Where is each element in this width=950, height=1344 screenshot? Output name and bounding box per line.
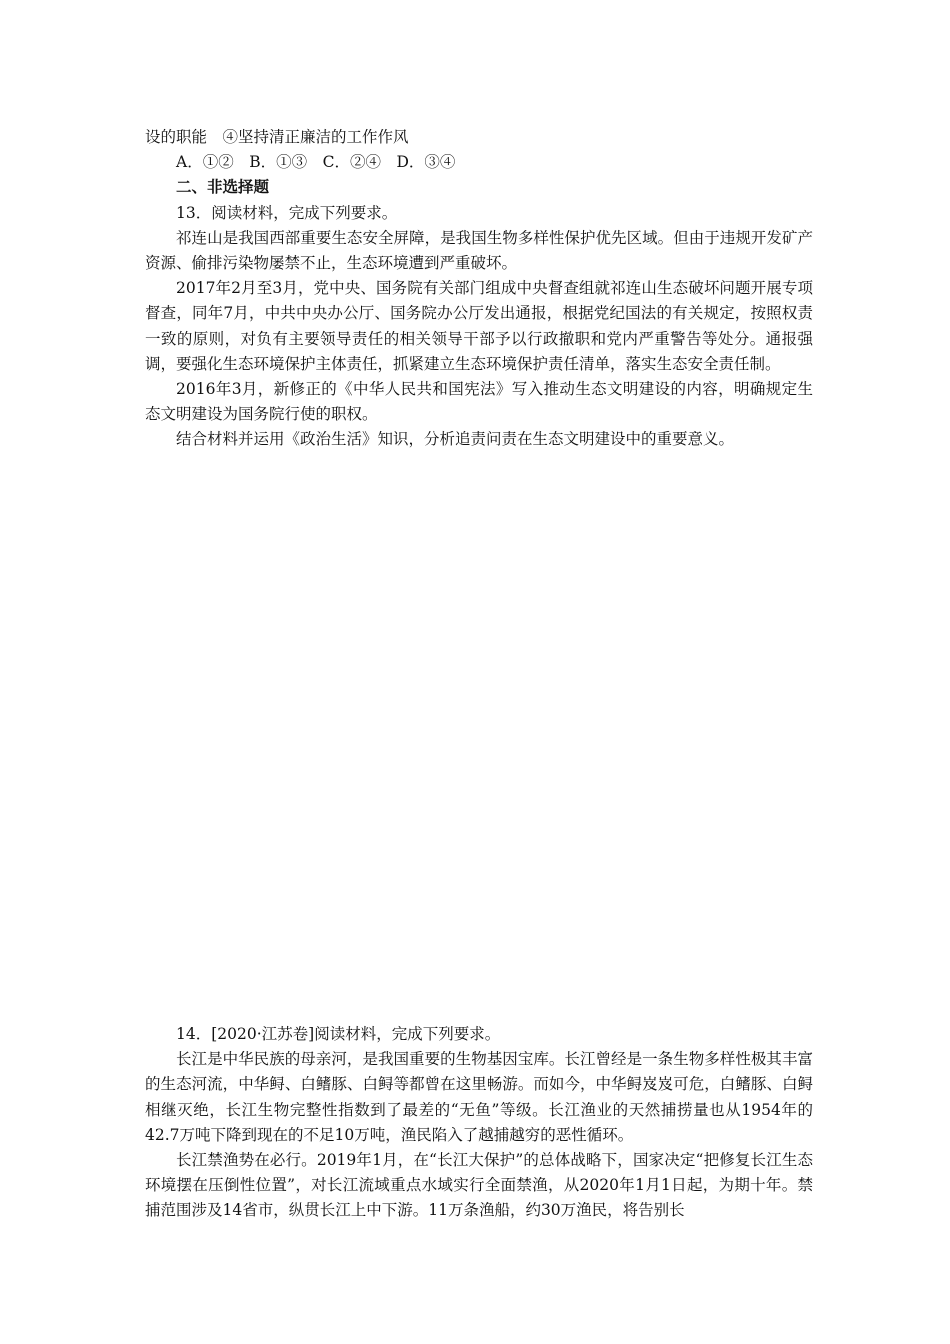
- q13-material-para-1: 祁连山是我国西部重要生态安全屏障，是我国生物多样性保护优先区域。但由于违规开发矿产资源、偷排污染物屡禁不止，生态环境遭到严重破坏。: [145, 228, 813, 273]
- previous-question-continuation: 设的职能 ④坚持清正廉洁的工作作风: [145, 128, 409, 146]
- question-13-section: [145, 125, 813, 453]
- question-14-section: [145, 1022, 813, 1224]
- q13-question: 结合材料并运用《政治生活》知识，分析追责问责在生态文明建设中的重要意义。: [176, 430, 735, 449]
- section-heading: 二、非选择题: [176, 178, 270, 197]
- answer-options: A．①② B．①③ C．②④ D．③④: [176, 153, 456, 172]
- q14-material-para-1: 长江是中华民族的母亲河，是我国重要的生物基因宝库。长江曾经是一条生物多样性极其丰富的生态河流，中华鲟、白鳍豚、白鲟等都曾在这里畅游。而如今，中华鲟岌岌可危，白鳍豚、白鲟相继灭绝，长江生物完整性指数到了最差的“无鱼”等级。长江渔业的天然捕捞量也从1954年的42.7万吨下降到现在的不足10万吨，渔民陷入了越捕越穷的恶性循环。: [145, 1050, 813, 1144]
- q13-material-para-3: 2016年3月，新修正的《中华人民共和国宪法》写入推动生态文明建设的内容，明确规定生态文明建设为国务院行使的职权。: [145, 380, 813, 424]
- q14-prompt: 14．[2020·江苏卷]阅读材料，完成下列要求。: [176, 1025, 501, 1043]
- q13-prompt: 13．阅读材料，完成下列要求。: [176, 203, 398, 222]
- q13-material-para-2: 2017年2月至3月，党中央、国务院有关部门组成中央督查组就祁连山生态破坏问题开展专项督查，同年7月，中共中央办公厅、国务院办公厅发出通报，根据党纪国法的有关规定，按照权责一致的原则，对负有主要领导责任的相关领导干部予以行政撤职和党内严重警告等处分。通报强调，要强化生态环境保护主体责任，抓紧建立生态环境保护责任清单，落实生态安全责任制。: [145, 279, 813, 373]
- q14-material-para-2: 长江禁渔势在必行。2019年1月，在“长江大保护”的总体战略下，国家决定“把修复长江生态环境摆在压倒性位置”，对长江流域重点水域实行全面禁渔，从2020年1月1日起，为期十年。禁捕范围涉及14省市，纵贯长江上中下游。11万条渔船，约30万渔民，将告别长: [145, 1151, 813, 1220]
